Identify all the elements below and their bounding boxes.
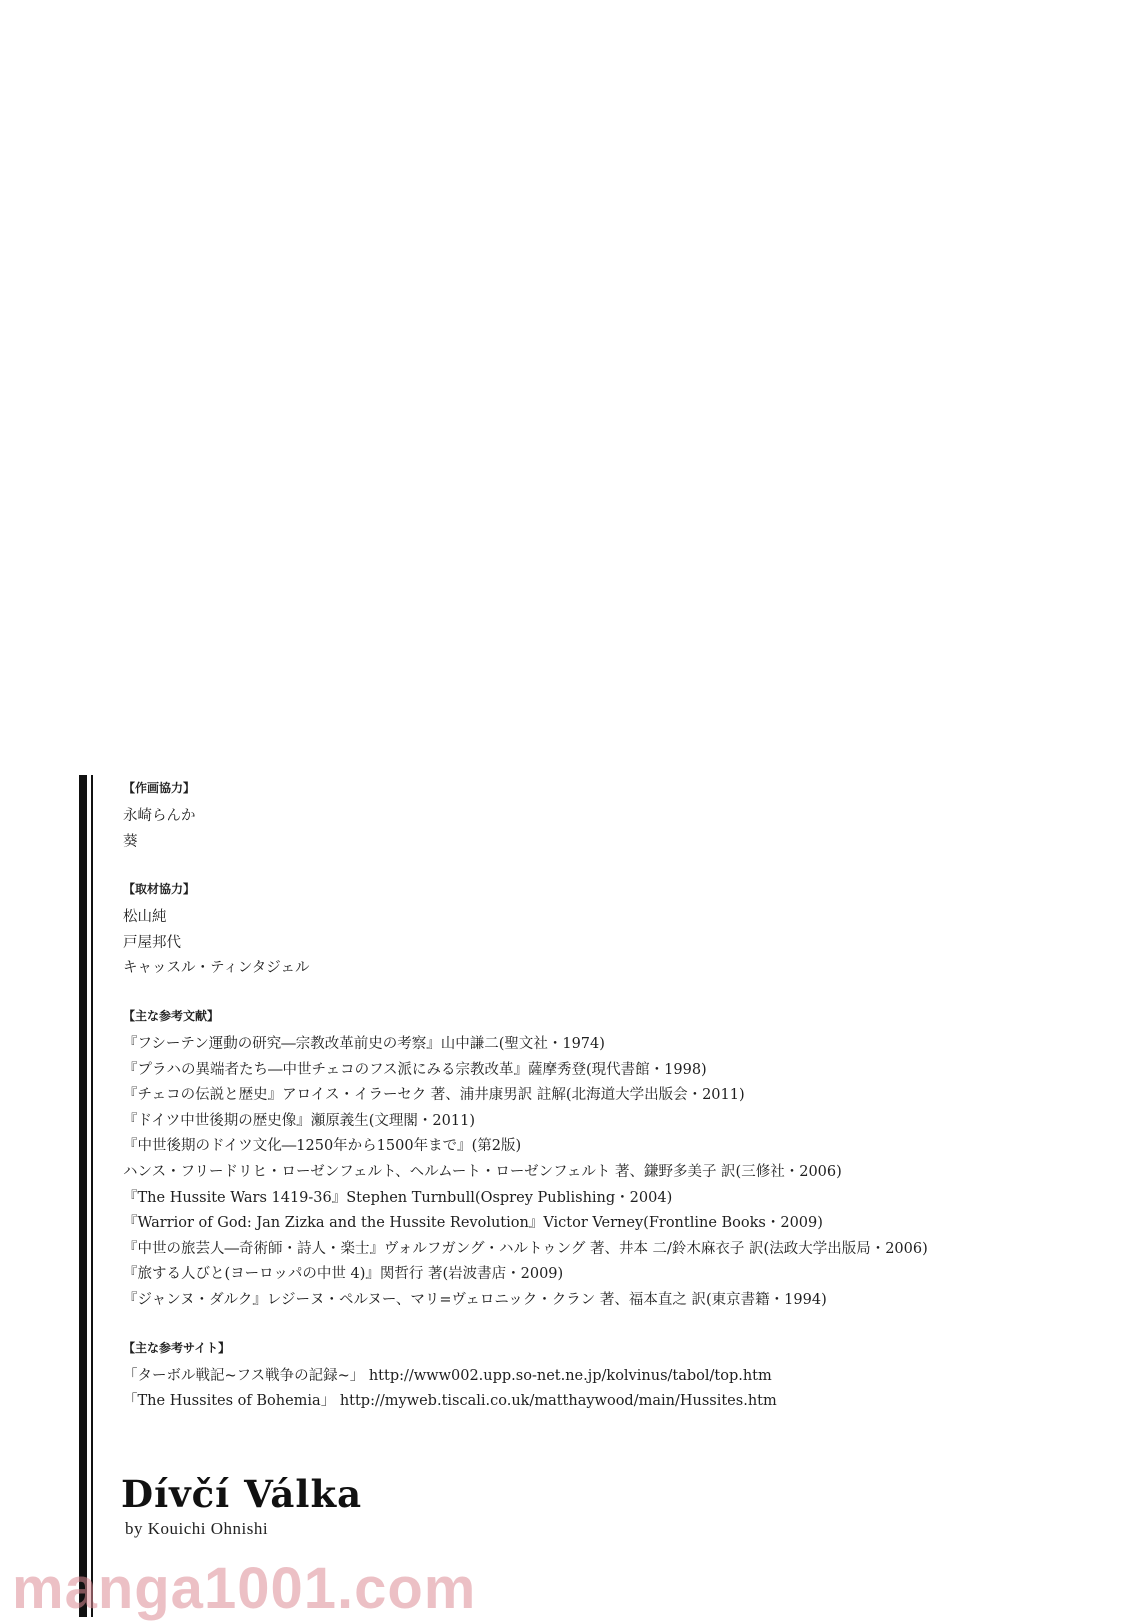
reference-line: 『フシーテン運動の研究―宗教改革前史の考察』山中謙二(聖文社・1974) (123, 1035, 605, 1052)
author-byline: by Kouichi Ohnishi (125, 1519, 269, 1538)
series-title: Dívčí Válka (121, 1472, 363, 1516)
credit-line: 葵 (123, 833, 138, 850)
section-heading: 【主な参考サイト】 (123, 1340, 231, 1355)
section-heading: 【取材協力】 (123, 882, 196, 897)
site-line: 「ターボル戦記~フス戦争の記録~」 http://www002.upp.so-net.ne.jp/kolvinus/tabol/top.htm (123, 1367, 772, 1384)
credit-line: 松山純 (123, 909, 167, 926)
credit-line: キャッスル・ティンタジェル (123, 960, 310, 977)
reference-line: 『プラハの異端者たち―中世チェコのフス派にみる宗教改革』薩摩秀登(現代書館・1998) (123, 1061, 707, 1078)
section-heading: 【主な参考文献】 (123, 1008, 220, 1023)
section-heading: 【作画協力】 (123, 781, 196, 795)
coverage-assistance-section (123, 879, 1113, 982)
reference-line: ハンス・フリードリヒ・ローゼンフェルト、ヘルムート・ローゼンフェルト 著、鎌野多美子 訳(三修社・2006) (123, 1163, 842, 1180)
credits-block (123, 778, 1113, 1439)
credit-line: 永崎らんか (123, 808, 196, 824)
reference-line: 『中世後期のドイツ文化―1250年から1500年まで』(第2版) (123, 1138, 522, 1155)
reference-line: 『Warrior of God: Jan Zizka and the Hussite Revolution』Victor Verney(Frontline Books・2009) (123, 1215, 823, 1232)
reference-line: 『旅する人びと(ヨーロッパの中世 4)』関哲行 著(岩波書店・2009) (123, 1266, 564, 1283)
reference-sites-section (123, 1338, 1113, 1415)
reference-line: 『ドイツ中世後期の歴史像』瀬原義生(文理閣・2011) (123, 1112, 475, 1129)
site-line: 「The Hussites of Bohemia」 http://myweb.tiscali.co.uk/matthaywood/main/Hussites.htm (123, 1393, 777, 1410)
reference-line: 『チェコの伝説と歴史』アロイス・イラーセク 著、浦井康男訳 註解(北海道大学出版会・2011) (123, 1087, 745, 1104)
reference-line: 『The Hussite Wars 1419-36』Stephen Turnbull(Osprey Publishing・2004) (123, 1189, 673, 1206)
references-section (123, 1006, 1113, 1314)
credit-line: 戸屋邦代 (123, 934, 181, 951)
reference-line: 『中世の旅芸人―奇術師・詩人・楽士』ヴォルフガング・ハルトゥング 著、井本 二/鈴木麻衣子 訳(法政大学出版局・2006) (123, 1240, 928, 1257)
left-border-thin (91, 775, 93, 1617)
art-assistance-section (123, 778, 1113, 855)
left-border-thick (79, 775, 87, 1617)
site-watermark: manga1001.com (12, 1556, 477, 1621)
reference-line: 『ジャンヌ・ダルク』レジーヌ・ペルヌー、マリ=ヴェロニック・クラン 著、福本直之 訳(東京書籍・1994) (123, 1291, 827, 1308)
